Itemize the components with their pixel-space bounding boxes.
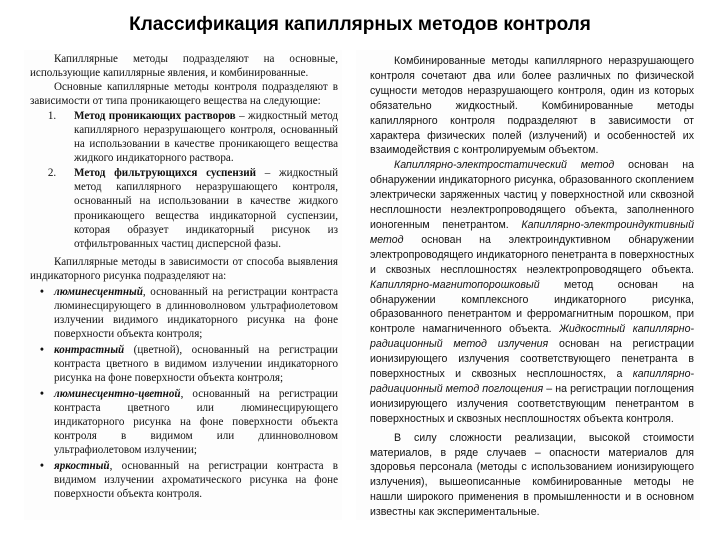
right-column-text [356,50,700,520]
scanned-page-left [24,50,342,520]
method-electrostatic-text: основан на обнаружении индикаторного рисунка, образованного скоплением электрически заряженных частиц у поверхностной или сквозной несплошности неэлектропроводящего объекта, заполненного ионогенным пенетрантом. [370,159,694,231]
method-electroinductive-name: Капиллярно-электроиндуктивный метод [370,218,694,246]
bullet-glyph-1: • [40,285,44,298]
bullet-item-3 [30,387,338,457]
method-name-2: Метод фильтрующихся суспензий [74,167,256,180]
bullet-text-4: , основанный на регистрации контраста в видимом излучении ахроматического рисунка на фоне поверхности объекта контроля. [54,460,338,501]
bullet-item-1 [30,285,338,341]
bullet-name-3: люминесцентно-цветной [54,388,181,401]
method-item-2 [30,166,338,250]
bullet-item-2 [30,343,338,385]
intro-paragraph-3: Капиллярные методы в зависимости от способа выявления индикаторного рисунка подразделяют на: [30,255,338,282]
method-magnetic-powder-name: Капиллярно-магнитопорошковый [370,278,540,291]
left-column-text [24,50,342,501]
method-radiation-emission-name: Жидкостный капиллярно-радиационный метод излучения [370,323,694,351]
bullet-text-1: , основанный на регистрации контраста люминесцирующего в длинноволновом ультрафиолетовом излучении видимого индикаторного рисунка на фоне поверхности объекта контроля; [54,285,338,340]
bullet-text-3: , основанный на регистрации контраста цветного или люминесцирующего индикаторного рисунка на фоне поверхности объекта контроля в видимом или длинноволновом ультрафиолетовом излучении; [54,388,338,457]
method-number-2: 2. [47,167,57,180]
combined-methods-list [370,158,694,426]
method-text-1: – жидкостный метод капиллярного неразрушающего контроля, основанный на использовании в качестве проникающего вещества жидкого индикаторного раствора. [74,110,338,165]
slide-title: Классификация капиллярных методов контроля [129,14,591,35]
bullet-glyph-2: • [40,343,44,356]
bullet-glyph-3: • [40,388,44,401]
bullet-item-4 [30,459,338,501]
conclusion-paragraph: В силу сложности реализации, высокой стоимости материалов, в ряде случаев – опасности материалов для здоровья персонала (методы с использованием ионизирующего излучения), вышеописанные комбинированные методы не нашли широкого применения в промышленности и в основном известны как экспериментальные. [370,431,694,519]
bullet-name-4: яркостный [54,460,110,473]
bullet-name-2: контрастный [54,343,125,356]
combined-methods-paragraph: Комбинированные методы капиллярного неразрушающего контроля сочетают два или более различных по физической сущности методов неразрушающего контроля, один из которых обязательно жидкостный. Комбинированные методы капиллярного контроля подразделяют в зависимости от характера физических полей (излучений) и особенностей их взаимодействия с контролируемым объектом. [370,55,694,157]
scanned-page-right [356,50,700,520]
method-text-2: – жидкостный метод капиллярного неразрушающего контроля, основанный на использовании в качестве жидкого проникающего вещества индикаторной суспензии, которая образует индикаторный рисунок из отфильтрованных частиц дисперсной фазы. [74,167,339,250]
method-radiation-absorption-name: капиллярно-радиационный метод поглощения [370,368,694,395]
method-electrostatic-name: Капиллярно-электростатический метод [394,159,615,172]
intro-paragraph-1: Капиллярные методы подразделяют на основные, использующие капиллярные явления, и комбинированные. [30,53,338,80]
method-number-1: 1. [47,110,57,123]
method-radiation-absorption-text: – на регистрации поглощения ионизирующего излучения соответствующим пенетрантом в поверхностных и сквозных несплошностях объекта контроля. [370,382,694,425]
method-magnetic-powder-text: метод основан на обнаружении комплексного индикаторного рисунка, образованного пенетрантом и ферромагнитным порошком, при контроле намагниченного объекта. [370,278,694,336]
bullet-text-2: (цветной), основанный на регистрации контраста цветного в видимом излучении индикаторного рисунка на фоне поверхности объекта контроля; [54,343,338,385]
method-electroinductive-text: основан на электроиндуктивном обнаружении электропроводящего индикаторного пенетранта в поверхностных и сквозных несплошностях неэлектропроводящего объекта. [370,233,694,276]
method-name-1: Метод проникающих растворов [74,110,236,123]
bullet-name-1: люминесцентный [54,285,143,298]
intro-paragraph-2: Основные капиллярные методы контроля подразделяют в зависимости от типа проникающего вещества на следующие: [30,81,338,108]
method-item-1 [30,109,338,165]
bullet-glyph-4: • [40,460,44,473]
method-radiation-emission-text: основан на регистрации ионизирующего излучения соответствующего пенетранта в поверхностных и сквозных несплошностях, а [370,338,695,381]
